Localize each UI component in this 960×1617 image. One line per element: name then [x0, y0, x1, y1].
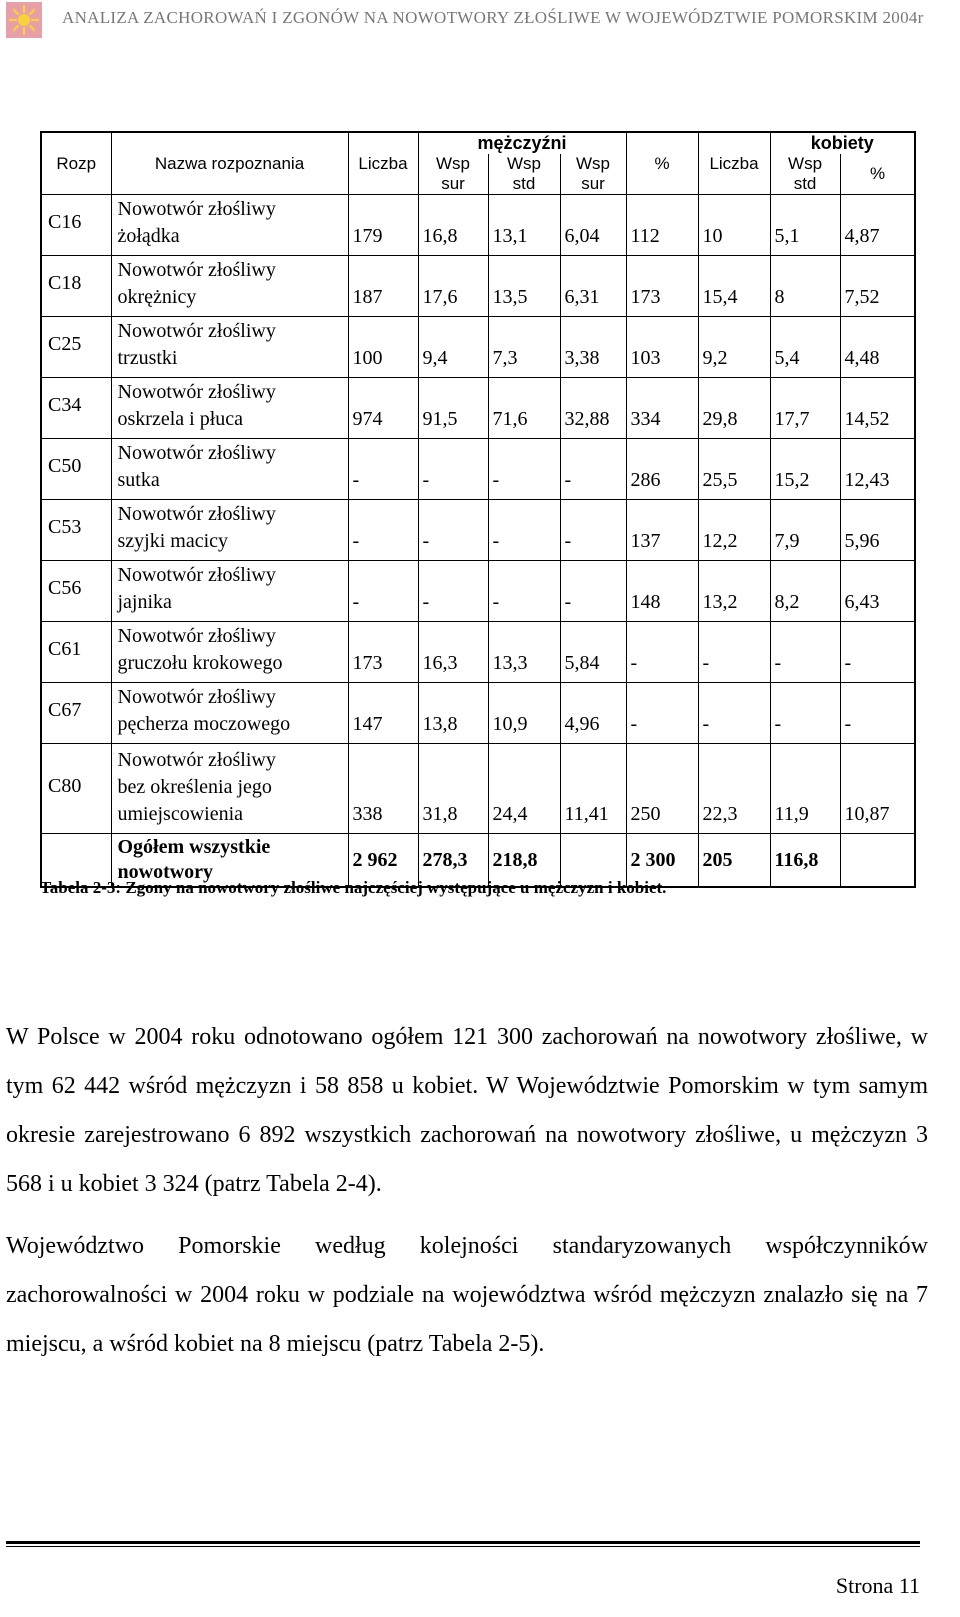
header-k-wsp-std: Wsp std: [770, 154, 840, 195]
row-k-std: 8: [770, 256, 840, 317]
table-caption: Tabela 2-3: Zgony na nowotwory złośliwe najczęściej występujące u mężczyzn i kobiet.: [40, 878, 667, 897]
row-k-std: 11,9: [770, 744, 840, 834]
row-k-std: -: [770, 622, 840, 683]
row-name: Nowotwór złośliwy sutka: [111, 439, 348, 500]
row-name: Nowotwór złośliwy pęcherza moczowego: [111, 683, 348, 744]
row-m-pct: 3,38: [560, 317, 626, 378]
row-m-sur: 13,8: [418, 683, 488, 744]
row-k-liczba: 137: [626, 500, 698, 561]
row-m-pct: 6,04: [560, 195, 626, 256]
header-k-liczba: Liczba: [698, 132, 770, 195]
row-k-liczba: 112: [626, 195, 698, 256]
row-m-pct: 6,31: [560, 256, 626, 317]
row-m-std: 71,6: [488, 378, 560, 439]
row-m-sur: 9,4: [418, 317, 488, 378]
row-m-pct: -: [560, 561, 626, 622]
row-m-sur: -: [418, 439, 488, 500]
header-m-liczba: Liczba: [348, 132, 418, 195]
page-header: [6, 2, 956, 38]
row-k-pct: -: [840, 683, 915, 744]
row-m-liczba: -: [348, 500, 418, 561]
header-m-wsp-sur: Wsp sur: [418, 154, 488, 195]
total-k-std: 116,8: [770, 834, 840, 888]
header-name: Nazwa rozpoznania: [111, 132, 348, 195]
row-m-liczba: 179: [348, 195, 418, 256]
row-code: C50: [41, 439, 111, 500]
footer-divider-thin: [6, 1546, 920, 1547]
row-code: C53: [41, 500, 111, 561]
sun-logo-icon: [6, 2, 42, 38]
row-code: C34: [41, 378, 111, 439]
row-code: C56: [41, 561, 111, 622]
row-m-pct: 11,41: [560, 744, 626, 834]
row-m-pct: 5,84: [560, 622, 626, 683]
row-m-sur: 16,3: [418, 622, 488, 683]
row-k-liczba: 148: [626, 561, 698, 622]
row-m-sur: -: [418, 561, 488, 622]
row-k-sur: 12,2: [698, 500, 770, 561]
row-m-liczba: 974: [348, 378, 418, 439]
row-k-pct: -: [840, 622, 915, 683]
table-row: [41, 317, 915, 378]
header-m-wsp-std: Wsp std: [488, 154, 560, 195]
row-m-std: 7,3: [488, 317, 560, 378]
row-k-pct: 10,87: [840, 744, 915, 834]
row-k-std: 5,4: [770, 317, 840, 378]
row-m-sur: 91,5: [418, 378, 488, 439]
row-k-liczba: 334: [626, 378, 698, 439]
row-m-std: 13,5: [488, 256, 560, 317]
header-m-pct: %: [626, 132, 698, 195]
row-k-std: 8,2: [770, 561, 840, 622]
row-k-sur: 15,4: [698, 256, 770, 317]
table-header-row-1: [41, 132, 915, 154]
row-name: Nowotwór złośliwy oskrzela i płuca: [111, 378, 348, 439]
row-k-sur: 25,5: [698, 439, 770, 500]
row-m-pct: -: [560, 500, 626, 561]
footer-divider: [6, 1541, 920, 1544]
header-title: ANALIZA ZACHOROWAŃ I ZGONÓW NA NOWOTWORY ZŁOŚLIWE W WOJEWÓDZTWIE POMORSKIM 2004r: [62, 8, 924, 27]
row-m-sur: 31,8: [418, 744, 488, 834]
total-name: Ogółem wszystkie nowotwory: [111, 834, 348, 888]
total-m-sur: 278,3: [418, 834, 488, 888]
row-code: C25: [41, 317, 111, 378]
row-k-sur: -: [698, 622, 770, 683]
row-m-std: -: [488, 439, 560, 500]
row-k-std: 15,2: [770, 439, 840, 500]
row-code: C61: [41, 622, 111, 683]
total-m-liczba: 2 962: [348, 834, 418, 888]
mortality-table: [40, 131, 916, 888]
row-m-std: 13,3: [488, 622, 560, 683]
row-code: C16: [41, 195, 111, 256]
row-k-pct: 4,48: [840, 317, 915, 378]
table-row: [41, 439, 915, 500]
row-k-sur: 22,3: [698, 744, 770, 834]
page-number: Strona 11: [835, 1573, 920, 1598]
row-m-pct: -: [560, 439, 626, 500]
row-m-liczba: 147: [348, 683, 418, 744]
row-k-sur: 13,2: [698, 561, 770, 622]
row-name: Nowotwór złośliwy szyjki macicy: [111, 500, 348, 561]
row-k-sur: -: [698, 683, 770, 744]
row-name: Nowotwór złośliwy żołądka: [111, 195, 348, 256]
total-m-std: 218,8: [488, 834, 560, 888]
row-code: C67: [41, 683, 111, 744]
row-k-sur: 10: [698, 195, 770, 256]
table-row: [41, 683, 915, 744]
header-group-women: kobiety: [770, 132, 915, 154]
row-k-liczba: 173: [626, 256, 698, 317]
row-name: Nowotwór złośliwy okrężnicy: [111, 256, 348, 317]
row-k-liczba: -: [626, 622, 698, 683]
row-m-std: 24,4: [488, 744, 560, 834]
row-k-pct: 6,43: [840, 561, 915, 622]
row-k-liczba: -: [626, 683, 698, 744]
row-code: C18: [41, 256, 111, 317]
table-row: [41, 622, 915, 683]
table-row: [41, 256, 915, 317]
paragraph-2: Województwo Pomorskie według kolejności standaryzowanych współczynników zachorowalności w 2004 roku w podziale na województwa wśród mężczyzn znalazło się na 7 miejscu, a wśród kobiet na 8 miejscu (patrz Tabela 2-5).: [6, 1233, 928, 1357]
row-k-sur: 29,8: [698, 378, 770, 439]
table-row: [41, 195, 915, 256]
row-m-std: 10,9: [488, 683, 560, 744]
row-m-liczba: -: [348, 561, 418, 622]
row-k-pct: 4,87: [840, 195, 915, 256]
row-m-liczba: -: [348, 439, 418, 500]
header-k-wsp-sur: Wsp sur: [560, 154, 626, 195]
row-k-pct: 14,52: [840, 378, 915, 439]
row-k-liczba: 103: [626, 317, 698, 378]
row-code: C80: [41, 744, 111, 834]
row-m-liczba: 173: [348, 622, 418, 683]
header-rozp: Rozp: [41, 132, 111, 195]
row-k-std: 7,9: [770, 500, 840, 561]
row-k-pct: 7,52: [840, 256, 915, 317]
total-k-liczba: 2 300: [626, 834, 698, 888]
row-k-std: 5,1: [770, 195, 840, 256]
row-m-sur: -: [418, 500, 488, 561]
row-k-sur: 9,2: [698, 317, 770, 378]
row-name: Nowotwór złośliwy jajnika: [111, 561, 348, 622]
row-k-pct: 5,96: [840, 500, 915, 561]
row-m-liczba: 187: [348, 256, 418, 317]
paragraph-1: W Polsce w 2004 roku odnotowano ogółem 121 300 zachorowań na nowotwory złośliwe, w tym 62 442 wśród mężczyzn i 58 858 u kobiet. W Województwie Pomorskim w tym samym okresie zarejestrowano 6 892 wszystkich zachorowań na nowotwory złośliwe, u mężczyzn 3 568 i u kobiet 3 324 (patrz Tabela 2-4).: [6, 1024, 928, 1197]
row-m-pct: 4,96: [560, 683, 626, 744]
row-name: Nowotwór złośliwy trzustki: [111, 317, 348, 378]
row-name: Nowotwór złośliwy gruczołu krokowego: [111, 622, 348, 683]
row-m-std: -: [488, 500, 560, 561]
row-name: Nowotwór złośliwy bez określenia jego umiejscowienia: [111, 744, 348, 834]
row-k-pct: 12,43: [840, 439, 915, 500]
table-row: [41, 744, 915, 834]
row-m-pct: 32,88: [560, 378, 626, 439]
row-k-std: -: [770, 683, 840, 744]
table-row: [41, 500, 915, 561]
row-m-liczba: 338: [348, 744, 418, 834]
table-row: [41, 378, 915, 439]
row-m-std: -: [488, 561, 560, 622]
row-k-liczba: 286: [626, 439, 698, 500]
row-k-liczba: 250: [626, 744, 698, 834]
row-m-sur: 17,6: [418, 256, 488, 317]
row-k-std: 17,7: [770, 378, 840, 439]
table-row: [41, 561, 915, 622]
total-k-pct: [840, 834, 915, 888]
total-k-sur: 205: [698, 834, 770, 888]
row-m-std: 13,1: [488, 195, 560, 256]
row-m-sur: 16,8: [418, 195, 488, 256]
header-group-men: mężczyźni: [418, 132, 626, 154]
header-k-pct: %: [840, 154, 915, 195]
row-m-liczba: 100: [348, 317, 418, 378]
